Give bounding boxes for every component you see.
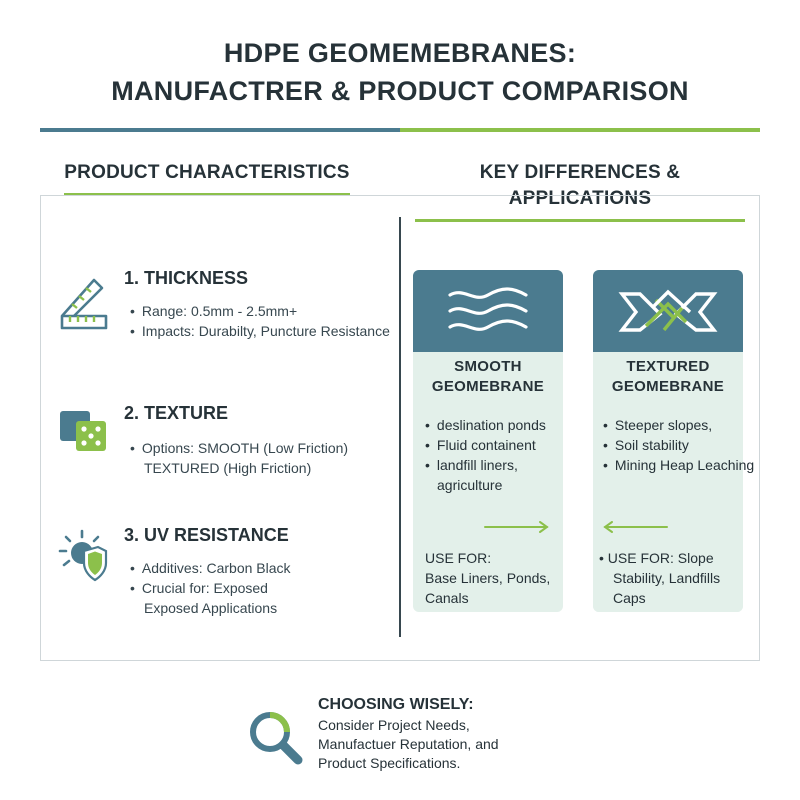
textured-pattern-icon [616,286,720,336]
texture-options: • Options: SMOOTH (Low Friction) [130,438,348,458]
smooth-bullet-1: • deslination ponds [425,415,563,435]
thickness-bullets [130,301,390,341]
textured-card-bullets [593,415,755,475]
smooth-title-line2: GEOMEBRANE [431,378,545,395]
textured-bullet-3: • Mining Heap Leaching [603,455,743,475]
smooth-bullet-3: • landfill liners, [425,455,563,475]
smooth-geomembrane-card [413,270,563,612]
waves-icon [446,285,530,337]
textured-title-line1: TEXTURED [626,358,710,375]
smooth-use-for [425,548,550,608]
texture-textured: TEXTURED (High Friction) [144,460,312,476]
uv-bullets [130,558,291,618]
smooth-card-bullets [413,415,563,495]
magnifier-icon [244,706,306,770]
textured-card-title [593,357,743,397]
arrow-right-icon [483,520,551,534]
textured-bullet-1: • Steeper slopes, [603,415,743,435]
divider-green-segment [400,128,760,132]
textured-bullet-2: • Soil stability [603,435,743,455]
textured-use-for [599,548,720,608]
smooth-bullet-3-cont: agriculture [437,477,503,493]
smooth-card-header [413,270,563,352]
arrow-left-icon [601,520,669,534]
smooth-bullet-2: • Fluid containent [425,435,563,455]
uv-additives: • Additives: Carbon Black [130,558,291,578]
footer-line-1: Consider Project Needs, [318,717,470,733]
product-characteristics-label: PRODUCT CHARACTERISTICS [64,162,350,183]
textured-geomembrane-card [593,270,755,612]
textured-use-for-line3: Caps [613,590,646,606]
title-line-1: HDPE GEOMEMEBRANES: [223,38,577,68]
uv-exposed: Exposed Applications [144,600,278,616]
smooth-use-for-line3: Canals [425,590,469,606]
thickness-range: • Range: 0.5mm - 2.5mm+ [130,301,390,321]
textured-use-for-label: • USE FOR: Slope [599,550,714,566]
texture-dice-icon [56,407,112,457]
divider-blue-segment [40,128,400,132]
product-characteristics-heading [64,160,350,196]
ruler-icon [56,274,112,332]
textured-use-for-line2: Stability, Landfills [613,570,721,586]
textured-card-header [593,270,743,352]
thickness-impacts: • Impacts: Durabilty, Puncture Resistance [130,321,390,341]
title-divider [40,128,760,132]
smooth-use-for-line2: Base Liners, Ponds, [425,570,551,586]
texture-bullets [130,438,348,478]
smooth-use-for-label: USE FOR: [425,550,492,566]
vertical-divider [399,217,401,637]
smooth-card-title [413,357,563,397]
uv-crucial: • Crucial for: Exposed [130,578,291,598]
footer-line-2: Manufactuer Reputation, and [318,736,499,752]
key-differences-label: KEY DIFFERENCES & APPLICATIONS [479,162,681,209]
textured-title-line2: GEOMEBRANE [611,378,725,395]
footer-line-3: Product Specifications. [318,755,461,771]
choosing-wisely-heading: CHOOSING WISELY: [318,696,474,713]
thickness-heading: 1. THICKNESS [124,268,249,288]
sun-shield-icon [56,529,112,587]
page-title [0,34,800,110]
uv-heading: 3. UV RESISTANCE [124,525,289,545]
title-line-2: MANUFACTRER & PRODUCT COMPARISON [111,76,689,106]
texture-heading: 2. TEXTURE [124,403,229,423]
smooth-title-line1: SMOOTH [454,358,522,375]
